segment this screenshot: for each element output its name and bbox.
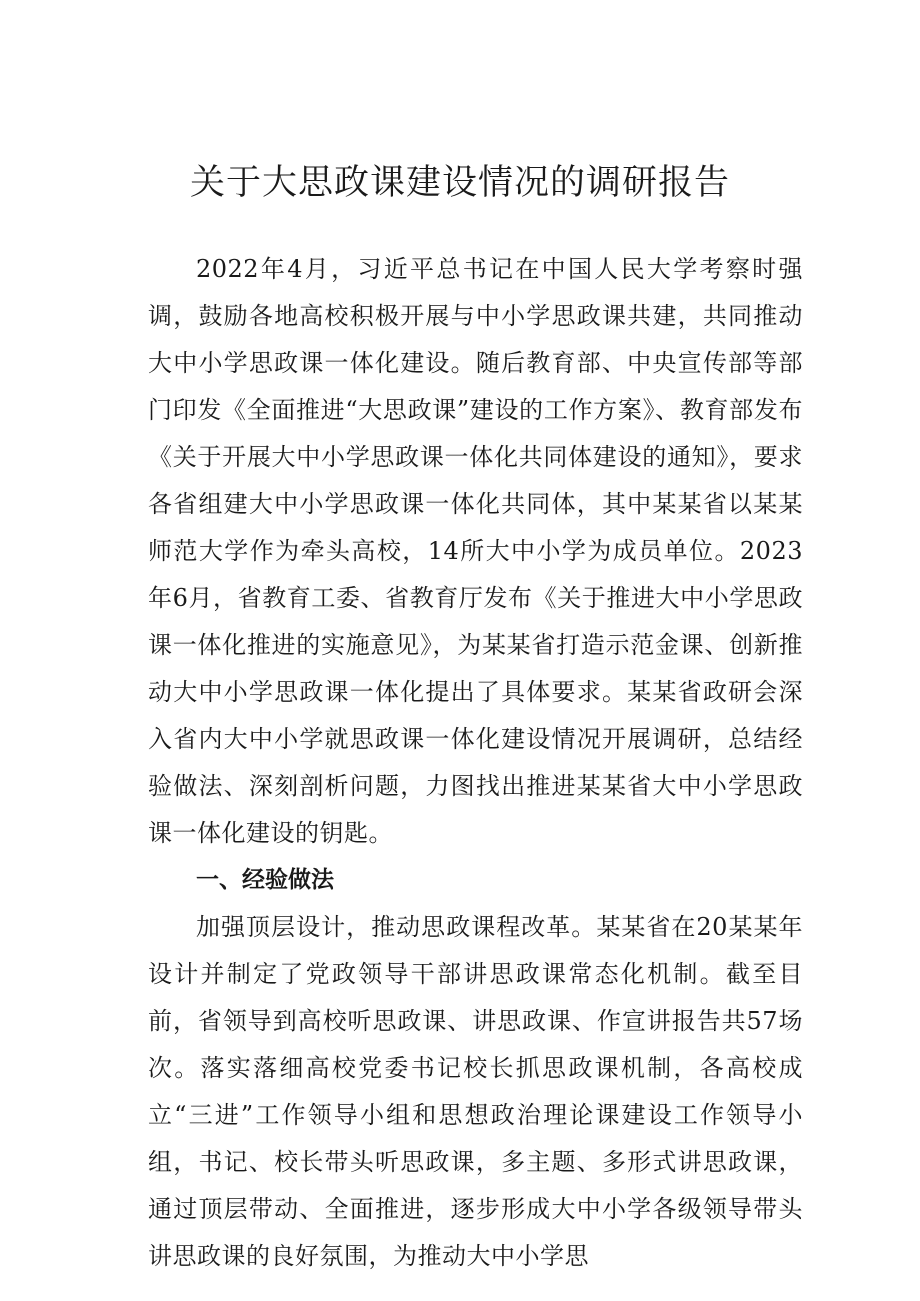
section-paragraph: 加强顶层设计，推动思政课程改革。某某省在20某某年设计并制定了党政领导干部讲思政课常态化机制。截至目前，省领导到高校听思政课、讲思政课、作宣讲报告共57场次。落实落细高校党委书记校长抓思政课机制，各高校成立“三进”工作领导小组和思想政治理论课建设工作领导小组，书记、校长带头听思政课，多主题、多形式讲思政课，通过顶层带动、全面推进，逐步形成大中小学各级领导带头讲思政课的良好氛围，为推动大中小学思 <box>148 913 803 1270</box>
document-body <box>148 246 803 1280</box>
section-heading: 一、经验做法 <box>196 867 334 893</box>
document-title: 关于大思政课建设情况的调研报告 <box>189 163 730 203</box>
intro-paragraph: 2022年4月，习近平总书记在中国人民大学考察时强调，鼓励各地高校积极开展与中小学思政课共建，共同推动大中小学思政课一体化建设。随后教育部、中央宣传部等部门印发《全面推进“大思政课”建设的工作方案》、教育部发布《关于开展大中小学思政课一体化共同体建设的通知》，要求各省组建大中小学思政课一体化共同体，其中某某省以某某师范大学作为牵头高校，14所大中小学为成员单位。2023年6月，省教育工委、省教育厅发布《关于推进大中小学思政课一体化推进的实施意见》，为某某省打造示范金课、创新推动大中小学思政课一体化提出了具体要求。某某省政研会深入省内大中小学就思政课一体化建设情况开展调研，总结经验做法、深刻剖析问题，力图找出推进某某省大中小学思政课一体化建设的钥匙。 <box>148 255 803 847</box>
